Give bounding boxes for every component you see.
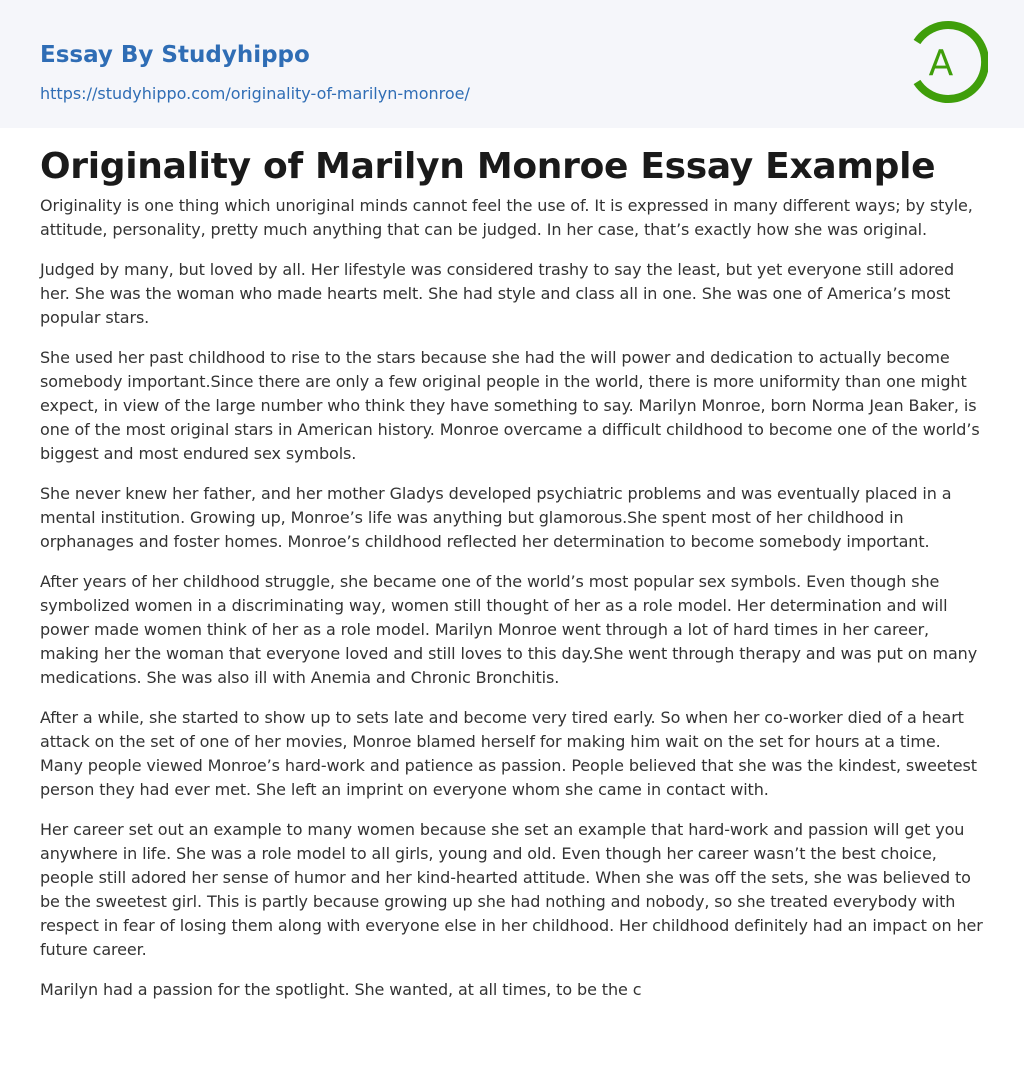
paragraph: Originality is one thing which unoriginal minds cannot feel the use of. It is expressed in many different ways; by style, attitude, personality, pretty much anything that can be judged. In her case, that’s exactly how she was original. <box>40 196 973 239</box>
paragraph: After years of her childhood struggle, she became one of the world’s most popular sex symbols. Even though she symbolized women in a discriminating way, women still thought of her as a role model. Her determination and will power made women think of her as a role model. Marilyn Monroe went through a lot of hard times in her career, making her the woman that everyone loved and still loves to this day.She went through therapy and was put on many medications. She was also ill with Anemia and Chronic Bronchitis. <box>40 572 978 687</box>
svg-text:A: A <box>928 43 954 84</box>
page-title: Originality of Marilyn Monroe Essay Example <box>40 146 936 187</box>
site-header <box>0 0 1024 128</box>
brand-title: Essay By Studyhippo <box>40 42 310 68</box>
paragraph: She used her past childhood to rise to the stars because she had the will power and dedication to actually become somebody important.Since there are only a few original people in the world, there is more uniformity than one might expect, in view of the large number who think they have something to say. Marilyn Monroe, born Norma Jean Baker, is one of the most original stars in American history. Monroe overcame a difficult childhood to become one of the world’s biggest and most endured sex symbols. <box>40 348 980 463</box>
paragraph: Judged by many, but loved by all. Her lifestyle was considered trashy to say the least, but yet everyone still adored her. She was the woman who made hearts melt. She had style and class all in one. She was one of America’s most popular stars. <box>40 260 955 327</box>
studyhippo-logo-icon <box>912 18 988 106</box>
paragraph: After a while, she started to show up to sets late and become very tired early. So when her co-worker died of a heart attack on the set of one of her movies, Monroe blamed herself for making him wait on the set for hours at a time. Many people viewed Monroe’s hard-work and patience as passion. People believed that she was the kindest, sweetest person they had ever met. She left an imprint on everyone whom she came in contact with. <box>40 708 977 799</box>
essay-url-link[interactable]: https://studyhippo.com/originality-of-marilyn-monroe/ <box>40 84 470 103</box>
paragraph: Marilyn had a passion for the spotlight. She wanted, at all times, to be the c <box>40 980 642 999</box>
essay-body <box>40 194 988 1018</box>
paragraph: Her career set out an example to many women because she set an example that hard-work and passion will get you anywhere in life. She was a role model to all girls, young and old. Even though her career wasn’t the best choice, people still adored her sense of humor and her kind-hearted attitude. When she was off the sets, she was believed to be the sweetest girl. This is partly because growing up she had nothing and nobody, so she treated everybody with respect in fear of losing them along with everyone else in her childhood. Her childhood definitely had an impact on her future career. <box>40 820 983 959</box>
paragraph: She never knew her father, and her mother Gladys developed psychiatric problems and was eventually placed in a mental institution. Growing up, Monroe’s life was anything but glamorous.She spent most of her childhood in orphanages and foster homes. Monroe’s childhood reflected her determination to become somebody important. <box>40 484 952 551</box>
